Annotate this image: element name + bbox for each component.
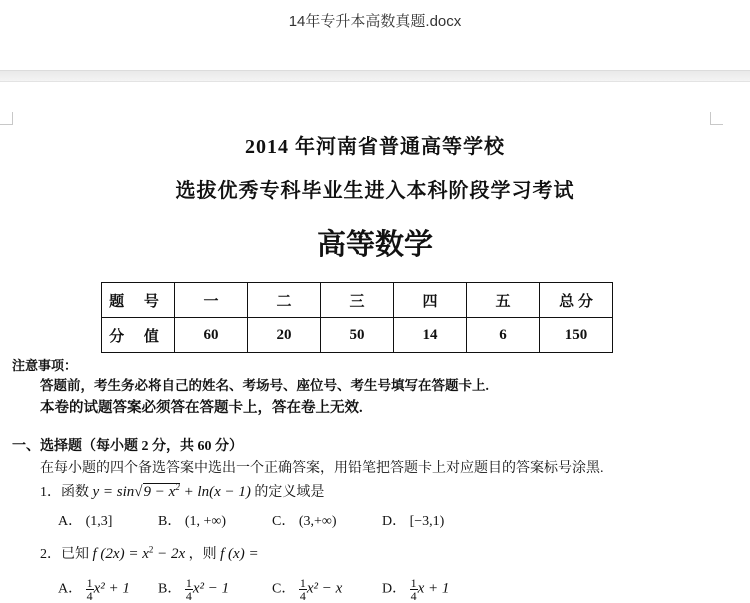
score-cell: 60 xyxy=(175,318,248,353)
question-2-formula: f (2x) = x xyxy=(92,546,149,562)
page-corner-mark-left xyxy=(0,112,13,125)
q2-option-a: A． $\frac{1}{4}$ x² + 1 xyxy=(58,576,130,603)
question-1-formula-a: y = sin xyxy=(92,484,135,500)
score-cell: 150 xyxy=(540,318,613,353)
score-cell: 14 xyxy=(394,318,467,353)
question-2: 2．已知 f $(2x) = x^2 - 2x$ ，则 f (x) = xyxy=(40,544,259,562)
exam-title-line2: 选拔优秀专科毕业生进入本科阶段学习考试 xyxy=(175,180,575,202)
score-cell: 一 xyxy=(175,283,248,318)
question-1-suffix: 的定义域是 xyxy=(254,485,325,500)
q1-option-b: B． (1, +∞) xyxy=(158,514,227,529)
page-corner-mark-right xyxy=(710,112,723,125)
document-page xyxy=(0,82,750,603)
score-cell: 50 xyxy=(321,318,394,353)
question-2-formula2: f (x) = xyxy=(220,546,259,562)
q1-option-c: C． (3,+∞) xyxy=(272,514,337,529)
score-cell: 6 xyxy=(467,318,540,353)
notice-line-1: 答题前，考生务必将自己的姓名、考场号、座位号、考生号填写在答题卡上. xyxy=(40,378,489,393)
score-cell: 二 xyxy=(248,283,321,318)
q2-option-c: C． $\frac{1}{4}$ x² − x xyxy=(272,576,343,603)
q2-option-d: D． $\frac{1}{4}$ x + 1 xyxy=(382,576,450,603)
question-2-prefix: 2．已知 xyxy=(40,547,89,562)
q1-option-a: A． (1,3] xyxy=(58,514,113,529)
score-cell: 20 xyxy=(248,318,321,353)
score-table-value-row xyxy=(102,318,613,353)
score-cell: 五 xyxy=(467,283,540,318)
score-cell: 总 分 xyxy=(540,283,613,318)
section-heading: 一、选择题（每小题 2 分，共 60 分） xyxy=(12,439,243,454)
score-table-header-row xyxy=(102,283,613,318)
score-cell: 三 xyxy=(321,283,394,318)
q2-option-b: B． $\frac{1}{4}$ x² − 1 xyxy=(158,576,230,603)
title-bar xyxy=(0,0,750,70)
question-1: 1．函数 $y = \sin√9 - x^2 + \ln(x - 1)$ 的定义域是 xyxy=(40,482,325,500)
score-table xyxy=(101,282,613,353)
question-1-formula-b: + ln(x − 1) xyxy=(179,484,251,500)
document-filename: 14年专升本高数真题.docx xyxy=(288,13,462,30)
question-1-radicand: 9 − x xyxy=(143,484,176,500)
question-2-suffix: ，则 xyxy=(188,547,217,562)
exam-subject: 高等数学 xyxy=(316,229,433,261)
notice-line-2: 本卷的试题答案必须答在答题卡上，答在卷上无效. xyxy=(40,400,363,416)
toolbar-separator xyxy=(0,70,750,82)
score-cell: 题 号 xyxy=(102,283,175,318)
score-cell: 分 值 xyxy=(102,318,175,353)
score-cell: 四 xyxy=(394,283,467,318)
q1-option-d: D． [−3,1) xyxy=(382,514,445,529)
exam-title-line1: 2014 年河南省普通高等学校 xyxy=(245,136,505,158)
question-2-formula-tail: − 2x xyxy=(153,546,186,562)
notice-heading: 注意事项： xyxy=(12,358,78,373)
question-1-prefix: 1．函数 xyxy=(40,485,89,500)
section-instruction: 在每小题的四个备选答案中选出一个正确答案，用铅笔把答题卡上对应题目的答案标号涂黑. xyxy=(40,461,604,476)
